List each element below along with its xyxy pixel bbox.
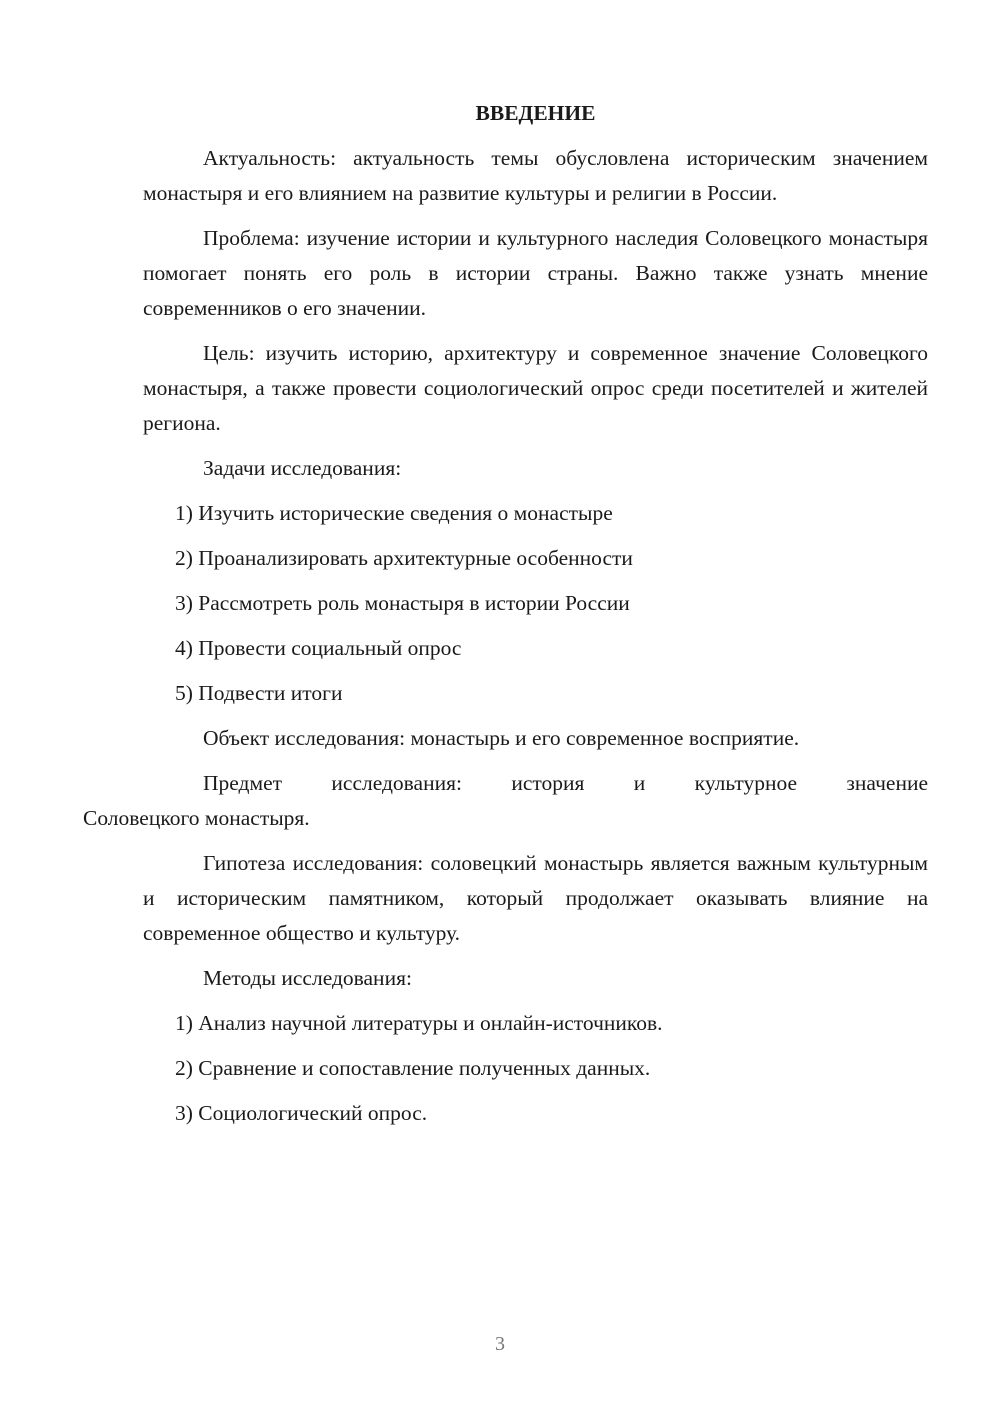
object-paragraph: Объект исследования: монастырь и его современное восприятие.: [203, 726, 800, 750]
goal-paragraph: Цель: изучить историю, архитектуру и современное значение Соловецкого монастыря, а также провести социологический опрос среди посетителей и жителей региона.: [143, 341, 928, 435]
subject-line-2: Соловецкого монастыря.: [83, 806, 310, 830]
subject-line-1: Предмет исследования: история и культурное значение: [203, 771, 928, 795]
task-item: 3) Рассмотреть роль монастыря в истории России: [175, 591, 630, 615]
document-page: [83, 96, 928, 1141]
method-item: 1) Анализ научной литературы и онлайн-источников.: [175, 1011, 663, 1035]
method-item: 3) Социологический опрос.: [175, 1101, 428, 1125]
section-title: ВВЕДЕНИЕ: [475, 101, 596, 125]
task-item: 4) Провести социальный опрос: [175, 636, 462, 660]
page-number: 3: [495, 1333, 505, 1355]
tasks-heading: Задачи исследования:: [203, 456, 402, 480]
subject-paragraph: [83, 766, 928, 836]
methods-list: [143, 1006, 928, 1131]
tasks-list: [143, 496, 928, 711]
task-item: 2) Проанализировать архитектурные особенности: [175, 546, 633, 570]
methods-heading: Методы исследования:: [203, 966, 412, 990]
method-item: 2) Сравнение и сопоставление полученных данных.: [175, 1056, 651, 1080]
hypothesis-paragraph: Гипотеза исследования: соловецкий монастырь является важным культурным и историческим памятником, который продолжает оказывать влияние на современное общество и культуру.: [143, 851, 928, 945]
problem-paragraph: Проблема: изучение истории и культурного наследия Соловецкого монастыря помогает понять его роль в истории страны. Важно также узнать мнение современников о его значении.: [143, 226, 928, 320]
actuality-paragraph: Актуальность: актуальность темы обусловлена историческим значением монастыря и его влиянием на развитие культуры и религии в России.: [143, 146, 928, 205]
task-item: 5) Подвести итоги: [175, 681, 343, 705]
task-item: 1) Изучить исторические сведения о монастыре: [175, 501, 613, 525]
